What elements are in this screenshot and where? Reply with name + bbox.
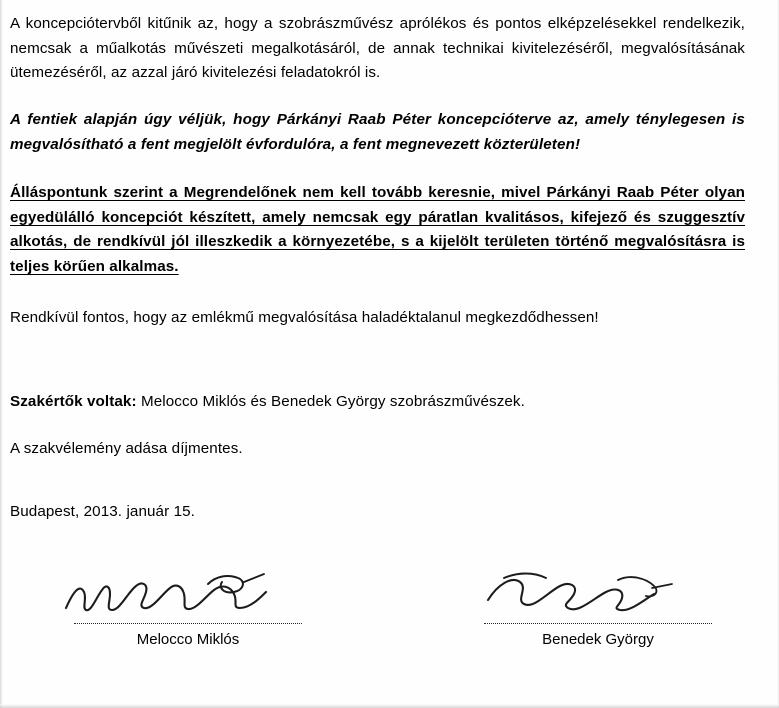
signature-block-right: [468, 564, 728, 650]
paragraph-emphasis-italic: A fentiek alapján úgy véljük, hogy Párkányi Raab Péter koncepcióterve az, amely ténylegesen is megvalósítható a fent megjelölt évfordulóra, a fent megnevezett közterületen!: [10, 110, 745, 153]
paragraph-closing: Rendkívül fontos, hogy az emlékmű megvalósítása haladéktalanul megkezdődhessen!: [10, 308, 599, 326]
signature-scribble-icon: [58, 564, 318, 622]
section-spacer: [10, 360, 745, 390]
scan-edge-bottom: [0, 704, 779, 708]
experts-value: Melocco Miklós és Benedek György szobrászművészek.: [136, 393, 525, 411]
signature-line-left: [74, 622, 302, 624]
paragraph-place-date: Budapest, 2013. január 15.: [10, 502, 195, 520]
signature-line-right: [484, 622, 712, 624]
signature-name-right: Benedek György: [542, 631, 654, 649]
scan-edge-left: [0, 0, 3, 708]
paragraph-experts: [10, 390, 745, 415]
signature-block-left: [58, 564, 318, 650]
paragraph-emphasis-underline: Álláspontunk szerint a Megrendelőnek nem kell tovább keresnie, mivel Párkányi Raab Péter olyan egyedülálló koncepciót készített, amely nemcsak egy páratlan kvalitásos, kifejező és szuggesztív alkotás, de rendkívül jól illeszkedik a környezetébe, s a kijelölt területen történő megvalósításra is teljes körűen alkalmas.: [10, 184, 745, 275]
signature-area: [10, 564, 745, 650]
experts-label: Szakértők voltak:: [10, 393, 137, 411]
signature-scribble-icon: [468, 564, 728, 622]
paragraph-fee: A szakvélemény adása díjmentes.: [10, 439, 243, 457]
paragraph-intro: A koncepciótervből kitűnik az, hogy a szobrászművész aprólékos és pontos elképzelésekkel rendelkezik, nemcsak a műalkotás művészeti megalkotásáról, de annak technikai kivitelezéséről, megvalósításának ütemezéséről, az azzal járó kivitelezési feladatokról is.: [10, 15, 745, 82]
signature-name-left: Melocco Miklós: [136, 631, 240, 649]
